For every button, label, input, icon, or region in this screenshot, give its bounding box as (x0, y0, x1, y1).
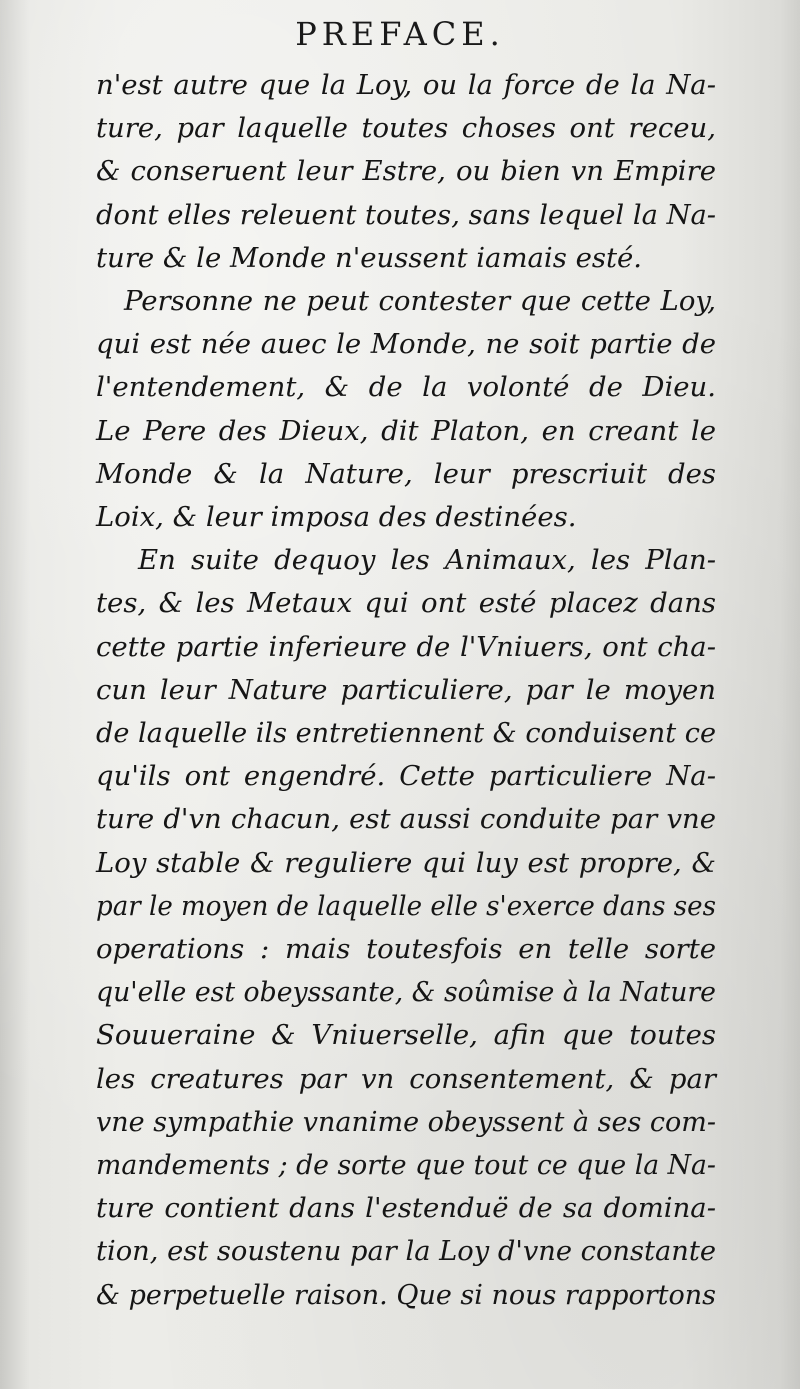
paragraph-3 (96, 539, 716, 1317)
text-line: Le Pere des Dieux, dit Platon, en creant le (96, 414, 716, 447)
text-line: l'entendement, & de la volonté de Dieu. (96, 371, 716, 404)
text-line: Loix, & leur imposa des destinées. (96, 501, 577, 534)
text-line: ture & le Monde n'eussent iamais esté. (96, 241, 643, 274)
text-line: de laquelle ils entretiennent & conduisent ce (96, 717, 716, 750)
text-line: & perpetuelle raison. Que si nous rapportons (96, 1278, 716, 1311)
text-line: tes, & les Metaux qui ont esté placez dans (96, 587, 716, 620)
text-line: Loy stable & reguliere qui luy est propre, & (96, 846, 716, 879)
text-line: cette partie inferieure de l'Vniuers, ont cha- (96, 630, 716, 663)
text-line: n'est autre que la Loy, ou la force de la Na- (96, 69, 716, 101)
text-line: Personne ne peut contester que cette Loy, (124, 285, 716, 318)
paragraph-1 (96, 64, 716, 280)
text-line: operations : mais toutesfois en telle sorte (96, 933, 716, 966)
text-line: par le moyen de laquelle elle s'exerce dans ses (96, 889, 716, 922)
text-line: qui est née auec le Monde, ne soit partie de (96, 328, 716, 361)
text-line: dont elles releuent toutes, sans lequel la Na- (96, 198, 717, 231)
text-line: En suite dequoy les Animaux, les Plan- (138, 544, 716, 577)
text-line: tion, est soustenu par la Loy d'vne constante (96, 1235, 717, 1268)
text-line: les creatures par vn consentement, & par (96, 1062, 716, 1095)
text-line: mandements ; de sorte que tout ce que la Na- (96, 1149, 716, 1182)
text-line: Monde & la Nature, leur prescriuit des (96, 457, 716, 490)
text-line: qu'ils ont engendré. Cette particuliere Na- (96, 760, 716, 793)
paragraph-2 (96, 280, 716, 539)
text-line: ture contient dans l'estenduë de sa domina- (96, 1192, 716, 1225)
text-line: ture d'vn chacun, est aussi conduite par vne (96, 803, 716, 836)
body-text (96, 64, 716, 1317)
text-line: Souueraine & Vniuerselle, afin que toutes (96, 1019, 716, 1052)
text-line: cun leur Nature particuliere, par le moyen (96, 673, 716, 706)
text-line: qu'elle est obeyssante, & soûmise à la Nature (96, 976, 716, 1009)
text-line: ture, par laquelle toutes choses ont receu, (96, 112, 716, 145)
page-title: PREFACE. (295, 15, 505, 53)
text-line: & conseruent leur Estre, ou bien vn Empire (96, 155, 716, 188)
text-line: vne sympathie vnanime obeyssent à ses com- (96, 1105, 716, 1138)
